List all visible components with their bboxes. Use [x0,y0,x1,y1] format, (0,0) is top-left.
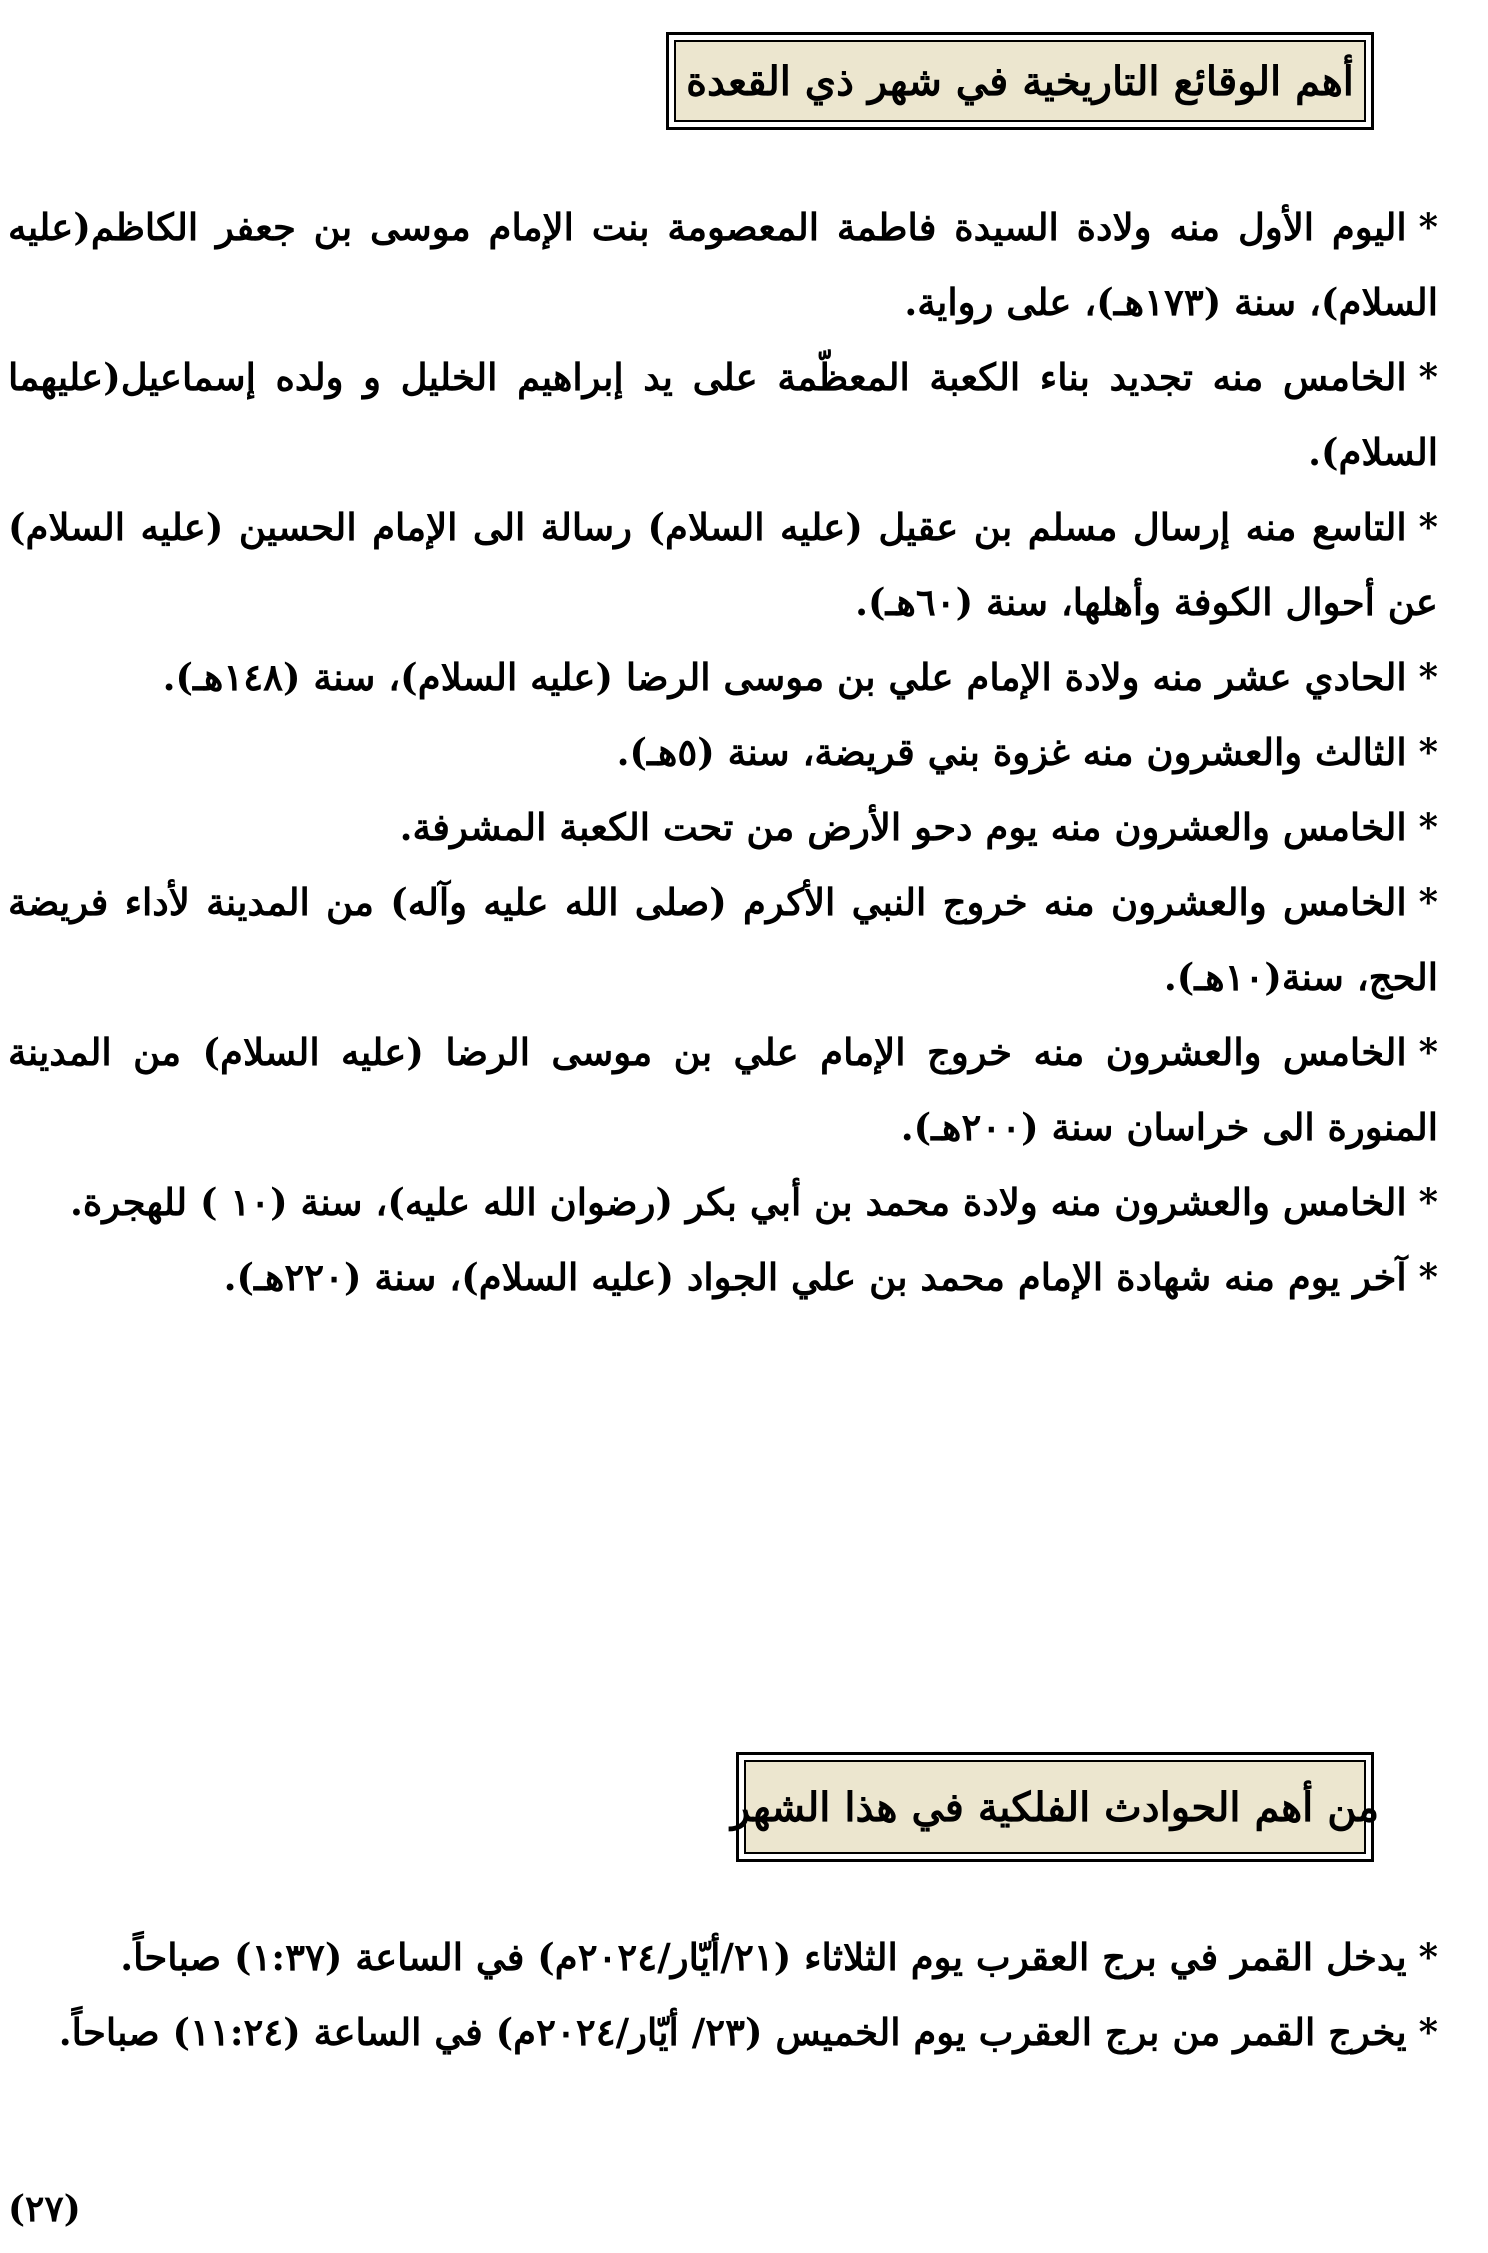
astronomical-events-list [8,1920,1438,2070]
list-item [8,190,1438,340]
event-text: الخامس والعشرون منه خروج الإمام علي بن موسى الرضا (عليه السلام) من المدينة المنورة الى خراسان سنة (٢٠٠هـ). [8,1030,1438,1149]
bullet-star-icon: * [1418,655,1438,699]
event-text: آخر يوم منه شهادة الإمام محمد بن علي الجواد (عليه السلام)، سنة (٢٢٠هـ). [223,1255,1407,1299]
list-item [8,1165,1438,1240]
event-text: الخامس والعشرون منه يوم دحو الأرض من تحت الكعبة المشرفة. [399,805,1407,849]
section-title-historical: أهم الوقائع التاريخية في شهر ذي القعدة [674,40,1366,122]
list-item [8,640,1438,715]
event-text: يخرج القمر من برج العقرب يوم الخميس (٢٣/ أيّار/٢٠٢٤م) في الساعة (١١:٢٤) صباحاً. [58,2010,1407,2054]
bullet-star-icon: * [1418,1935,1438,1979]
list-item [8,340,1438,490]
section-title-box-historical [666,32,1374,130]
section-title-astronomical: من أهم الحوادث الفلكية في هذا الشهر [744,1760,1366,1854]
list-item [8,1240,1438,1315]
page-number: (٢٧) [8,2188,81,2230]
list-item [8,1015,1438,1165]
bullet-star-icon: * [1418,805,1438,849]
event-text: يدخل القمر في برج العقرب يوم الثلاثاء (٢١/أيّار/٢٠٢٤م) في الساعة (١:٣٧) صباحاً. [120,1935,1407,1979]
event-text: الحادي عشر منه ولادة الإمام علي بن موسى الرضا (عليه السلام)، سنة (١٤٨هـ). [162,655,1407,699]
event-text: الثالث والعشرون منه غزوة بني قريضة، سنة (٥هـ). [616,730,1407,774]
list-item [8,490,1438,640]
bullet-star-icon: * [1418,730,1438,774]
event-text: الخامس والعشرون منه ولادة محمد بن أبي بكر (رضوان الله عليه)، سنة (١٠ ) للهجرة. [69,1180,1407,1224]
list-item [8,715,1438,790]
bullet-star-icon: * [1418,355,1438,399]
bullet-star-icon: * [1418,1030,1438,1074]
event-text: اليوم الأول منه ولادة السيدة فاطمة المعصومة بنت الإمام موسى بن جعفر الكاظم(عليه السلام)، سنة (١٧٣هـ)، على رواية. [8,205,1438,324]
bullet-star-icon: * [1418,205,1438,249]
list-item [8,790,1438,865]
bullet-star-icon: * [1418,880,1438,924]
list-item [8,1920,1438,1995]
historical-events-list [8,190,1438,1315]
event-text: الخامس والعشرون منه خروج النبي الأكرم (صلى الله عليه وآله) من المدينة لأداء فريضة الحج، سنة(١٠هـ). [8,880,1438,999]
list-item [8,1995,1438,2070]
event-text: التاسع منه إرسال مسلم بن عقيل (عليه السلام) رسالة الى الإمام الحسين (عليه السلام) عن أحوال الكوفة وأهلها، سنة (٦٠هـ). [8,505,1438,624]
bullet-star-icon: * [1418,1255,1438,1299]
bullet-star-icon: * [1418,505,1438,549]
bullet-star-icon: * [1418,1180,1438,1224]
section-title-box-astronomical [730,1752,1380,1862]
list-item [8,865,1438,1015]
bullet-star-icon: * [1418,2010,1438,2054]
event-text: الخامس منه تجديد بناء الكعبة المعظّمة على يد إبراهيم الخليل و ولده إسماعيل(عليهما السلام). [8,355,1438,474]
